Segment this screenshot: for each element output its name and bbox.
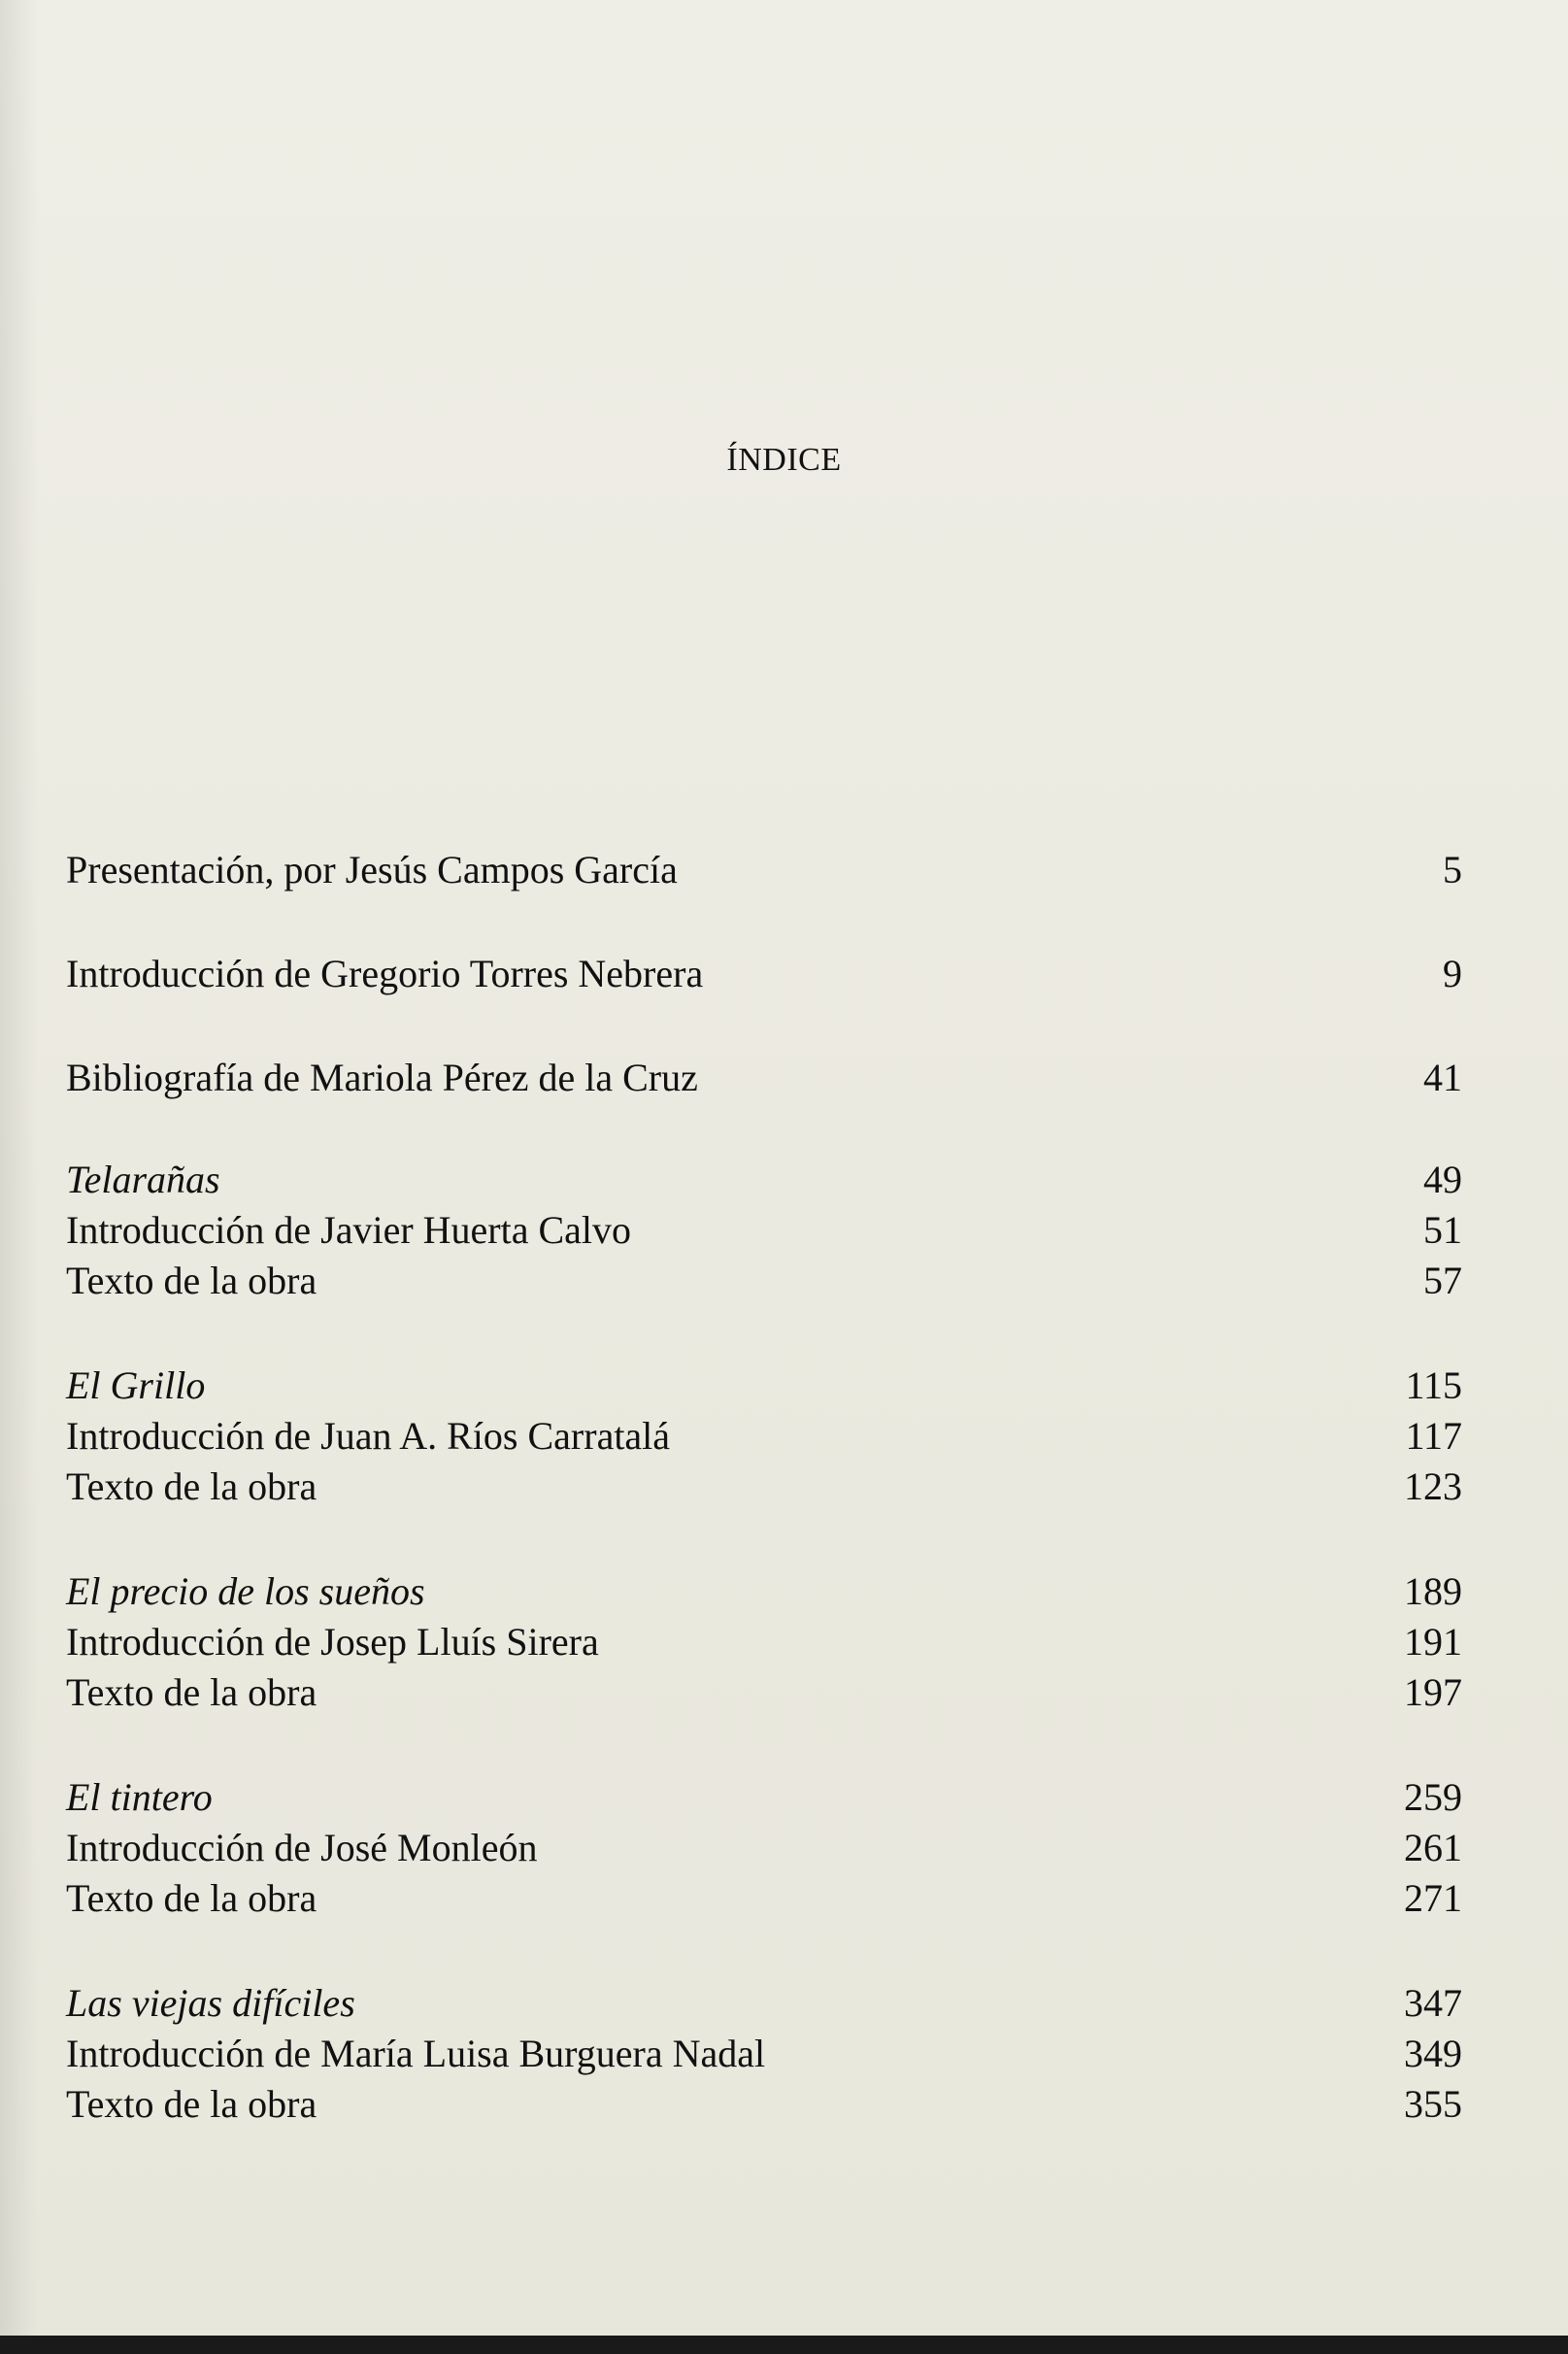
toc-entry: [66, 1205, 1462, 1256]
entry-title: El tintero: [66, 1775, 213, 1819]
entry-title: Texto de la obra: [66, 2082, 317, 2126]
entry-page-number: 347: [1404, 1981, 1462, 2025]
entry-title: Texto de la obra: [66, 1464, 317, 1508]
entry-page-number: 115: [1405, 1363, 1462, 1407]
entry-page-number: 191: [1404, 1620, 1462, 1664]
toc-entry: [66, 1978, 1462, 2029]
entry-title: Texto de la obra: [66, 1670, 317, 1714]
entry-page-number: 49: [1423, 1158, 1462, 1201]
toc-entry: [66, 1566, 1462, 1617]
page-gutter-shadow: [0, 0, 39, 2354]
entry-page-number: 259: [1404, 1775, 1462, 1819]
entry-title: El precio de los sueños: [66, 1569, 425, 1613]
entry-page-number: 355: [1404, 2082, 1462, 2126]
entry-title: Introducción de María Luisa Burguera Nadal: [66, 2032, 766, 2075]
entry-page-number: 349: [1404, 2032, 1462, 2075]
entry-page-number: 197: [1404, 1670, 1462, 1714]
toc-entry: [66, 1053, 1462, 1103]
toc-entry: [66, 1667, 1462, 1718]
entry-page-number: 9: [1443, 952, 1462, 995]
page-title: ÍNDICE: [726, 442, 842, 478]
entry-title: Las viejas difíciles: [66, 1981, 355, 2025]
entry-title: Introducción de José Monleón: [66, 1826, 538, 1869]
toc-entry: [66, 1462, 1462, 1512]
entry-title: Introducción de Gregorio Torres Nebrera: [66, 952, 704, 995]
toc-entry: [66, 2029, 1462, 2079]
entry-title: Introducción de Javier Huerta Calvo: [66, 1208, 632, 1252]
toc-entry: [66, 1411, 1462, 1462]
entry-title: Texto de la obra: [66, 1876, 317, 1920]
entry-title: Texto de la obra: [66, 1259, 317, 1302]
table-of-contents: [66, 845, 1462, 2130]
toc-entry: [66, 1823, 1462, 1873]
entry-page-number: 41: [1423, 1056, 1462, 1099]
toc-entry: [66, 845, 1462, 895]
entry-title: Bibliografía de Mariola Pérez de la Cruz: [66, 1056, 698, 1099]
toc-entry: [66, 1617, 1462, 1667]
entry-title: Introducción de Juan A. Ríos Carratalá: [66, 1414, 671, 1458]
entry-page-number: 123: [1404, 1464, 1462, 1508]
entry-page-number: 117: [1405, 1414, 1462, 1458]
toc-entry: [66, 1256, 1462, 1306]
toc-entry: [66, 1772, 1462, 1823]
entry-page-number: 5: [1443, 848, 1462, 891]
toc-entry: [66, 1155, 1462, 1205]
entry-page-number: 51: [1423, 1208, 1462, 1252]
scan-bottom-edge: [0, 2336, 1568, 2354]
entry-title: El Grillo: [66, 1363, 206, 1407]
toc-entry: [66, 2079, 1462, 2130]
entry-page-number: 57: [1423, 1259, 1462, 1302]
toc-entry: [66, 949, 1462, 999]
toc-entry: [66, 1873, 1462, 1924]
entry-title: Introducción de Josep Lluís Sirera: [66, 1620, 599, 1664]
entry-page-number: 271: [1404, 1876, 1462, 1920]
entry-page-number: 261: [1404, 1826, 1462, 1869]
toc-entry: [66, 1361, 1462, 1411]
entry-title: Presentación, por Jesús Campos García: [66, 848, 678, 891]
entry-page-number: 189: [1404, 1569, 1462, 1613]
entry-title: Telarañas: [66, 1158, 220, 1201]
